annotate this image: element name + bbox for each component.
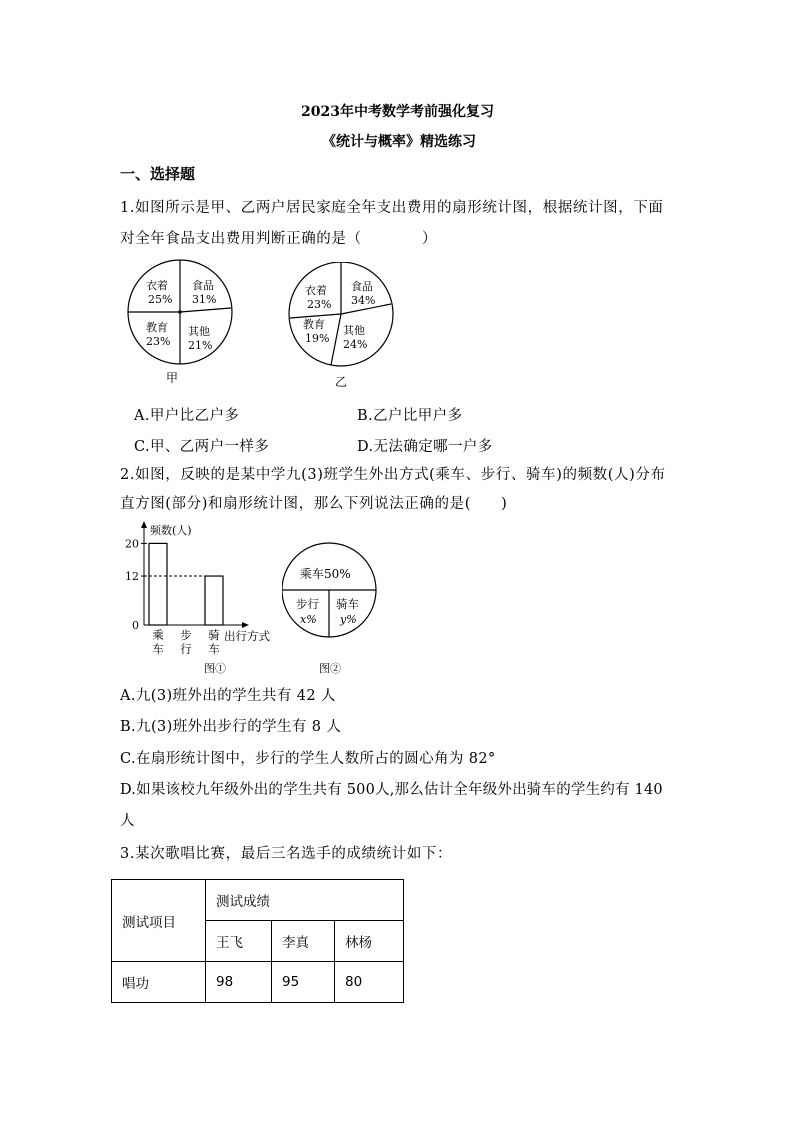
pie-jia-label-education: 教育	[146, 321, 168, 334]
q2-stem-line2: 直方图(部分)和扇形统计图，那么下列说法正确的是( )	[120, 496, 508, 512]
histogram-bar	[149, 543, 167, 625]
pie-chart-travel	[282, 538, 382, 676]
histogram-category-label: 行	[180, 642, 192, 656]
pie-yi-label-clothing: 衣着	[305, 284, 327, 297]
histogram-x-arrow	[242, 622, 249, 628]
pie-yi-divider-bottom	[331, 314, 341, 365]
histogram-chart	[118, 518, 288, 676]
page-subtitle: 《统计与概率》精选练习	[322, 134, 476, 150]
histogram-category-label: 乘	[152, 628, 164, 642]
q2-option-d-line2: 人	[120, 813, 135, 829]
pie-jia-value-clothing: 25%	[148, 293, 173, 306]
page-title: 2023年中考数学考前强化复习	[301, 104, 494, 120]
section-heading: 一、选择题	[120, 165, 196, 183]
histogram-y-arrow	[141, 521, 147, 528]
q1-option-b[interactable]: B.乙户比甲户多	[357, 408, 463, 424]
pie-yi-title: 乙	[335, 375, 348, 389]
q1-option-a[interactable]: A.甲户比乙户多	[134, 408, 240, 424]
q1-option-c[interactable]: C.甲、乙两户一样多	[134, 439, 270, 455]
pie-chart-jia	[122, 258, 242, 388]
table-group-header: 测试成绩	[206, 880, 404, 921]
pie-yi-value-clothing: 23%	[307, 298, 332, 311]
q2-option-c[interactable]: C.在扇形统计图中，步行的学生人数所占的圆心角为 82°	[120, 751, 496, 767]
histogram-xlabel: 出行方式	[224, 629, 270, 643]
pie-jia-value-education: 23%	[146, 335, 171, 348]
table-header-player-2: 李真	[272, 921, 335, 962]
table-cell-score: 98	[206, 962, 272, 1003]
pie-jia-label-food: 食品	[192, 279, 214, 292]
table-cell-score: 95	[272, 962, 335, 1003]
pie-jia-value-food: 31%	[192, 293, 217, 306]
table-cell-item: 唱功	[112, 962, 206, 1003]
pie-yi-value-education: 19%	[305, 332, 330, 345]
histogram-category-label: 车	[152, 642, 164, 656]
pie-yi-value-food: 34%	[351, 294, 376, 307]
histogram-title: 图①	[204, 662, 226, 675]
table-row	[112, 962, 404, 1003]
pie-jia-label-other: 其他	[188, 325, 210, 338]
pie-jia-center-dot	[178, 310, 182, 314]
histogram-bar	[205, 576, 223, 625]
table-row-header: 测试项目	[112, 880, 206, 962]
pie-yi-value-other: 24%	[343, 338, 368, 351]
table-header-player-3: 林杨	[335, 921, 404, 962]
score-table	[111, 879, 404, 1003]
q1-stem-line2: 对全年食品支出费用判断正确的是（ ）	[120, 231, 438, 247]
q2-option-a[interactable]: A.九(3)班外出的学生共有 42 人	[120, 688, 336, 704]
histogram-ylabel: 频数(人)	[150, 524, 192, 537]
pie-yi-label-education: 教育	[303, 318, 325, 331]
pie-yi-label-other: 其他	[343, 324, 365, 337]
table-header-player-1: 王飞	[206, 921, 272, 962]
q2-option-d-line1[interactable]: D.如果该校九年级外出的学生共有 500人,那么估计全年级外出骑车的学生约有 140	[120, 782, 663, 798]
pie-jia-title: 甲	[166, 371, 179, 385]
pie-travel-label-walk: 步行	[296, 597, 319, 611]
q3-stem: 3.某次歌唱比赛，最后三名选手的成绩统计如下：	[120, 846, 453, 862]
histogram-category-label: 骑	[208, 628, 220, 642]
q2-stem-line1: 2.如图，反映的是某中学九(3)班学生外出方式(乘车、步行、骑车)的频数(人)分布	[120, 467, 666, 483]
table-cell-score: 80	[335, 962, 404, 1003]
pie-travel-title: 图②	[319, 662, 341, 675]
pie-jia-label-clothing: 衣着	[146, 279, 168, 292]
histogram-ytick-label: 0	[132, 619, 139, 632]
q1-option-d[interactable]: D.无法确定哪一户多	[357, 439, 493, 455]
histogram-category-label: 车	[208, 642, 220, 656]
histogram-category-label: 步	[180, 628, 192, 642]
pie-travel-label-bus: 乘车50%	[300, 567, 351, 581]
histogram-ytick-label: 20	[125, 537, 139, 551]
pie-jia-divider-right	[180, 308, 231, 312]
histogram-ytick-label: 12	[125, 570, 139, 584]
pie-jia-value-other: 21%	[188, 339, 213, 352]
q2-option-b[interactable]: B.九(3)班外出步行的学生有 8 人	[120, 719, 342, 735]
pie-travel-label-bike: 骑车	[336, 597, 359, 611]
q1-stem-line1: 1.如图所示是甲、乙两户居民家庭全年支出费用的扇形统计图，根据统计图，下面	[120, 200, 664, 216]
pie-chart-yi	[285, 262, 405, 390]
pie-travel-value-bike: y%	[340, 613, 357, 626]
pie-travel-value-walk: x%	[300, 613, 317, 626]
pie-yi-label-food: 食品	[351, 280, 373, 293]
